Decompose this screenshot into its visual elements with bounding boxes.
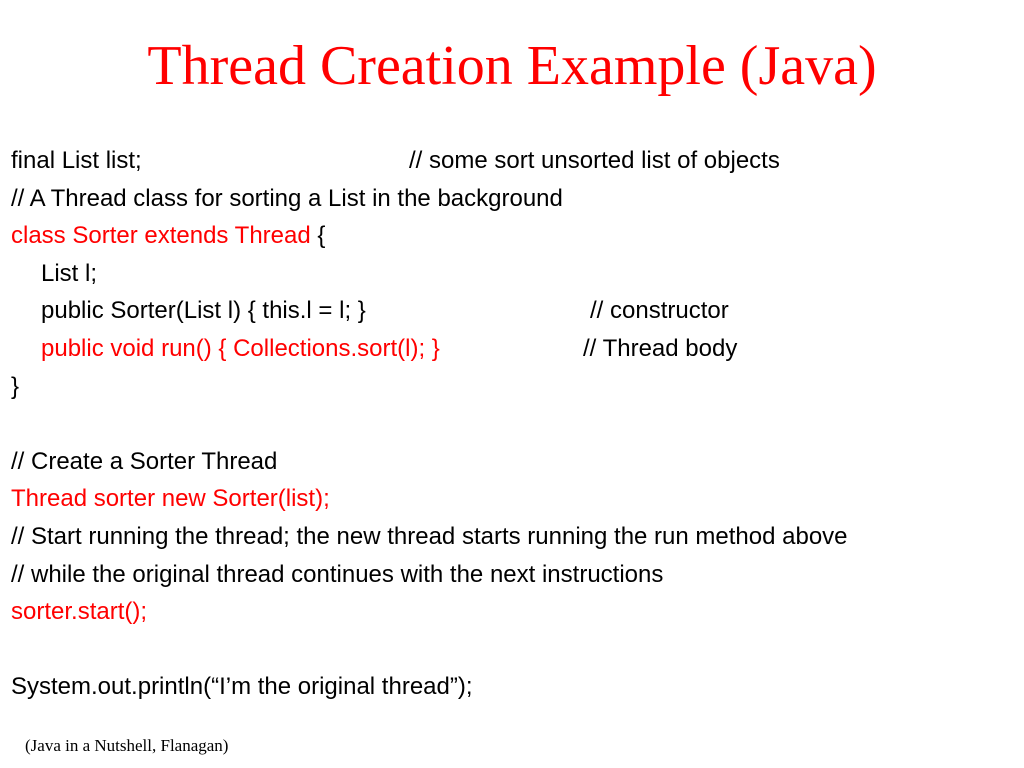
code-comment: // Create a Sorter Thread [11, 447, 278, 475]
code-line-7 [11, 368, 1021, 406]
code-blank-line [11, 405, 1021, 443]
code-block [11, 142, 1021, 706]
code-comment: // some sort unsorted list of objects [409, 147, 780, 174]
code-text: } [11, 372, 20, 400]
code-highlight: sorter.start(); [11, 598, 148, 626]
code-text: public Sorter(List l) { this.l = l; } [41, 297, 366, 325]
code-text: System.out.println(“I’m the original thread”); [11, 673, 473, 701]
code-comment: // constructor [590, 297, 729, 325]
code-line-11 [11, 518, 1021, 556]
code-comment: // A Thread class for sorting a List in the background [11, 184, 563, 212]
code-highlight: Thread sorter new Sorter(list); [11, 485, 330, 513]
slide-title: Thread Creation Example (Java) [147, 35, 877, 97]
code-line-15 [11, 668, 1021, 706]
code-line-5 [11, 292, 1021, 330]
code-line-1 [11, 142, 1021, 180]
code-comment: // Thread body [583, 334, 738, 362]
code-line-13 [11, 593, 1021, 631]
citation: (Java in a Nutshell, Flanagan) [25, 736, 229, 755]
code-line-6 [11, 330, 1021, 368]
code-comment: // Start running the thread; the new thread starts running the run method above [11, 522, 848, 550]
code-text: final List list; [11, 147, 142, 174]
code-highlight: public void run() { Collections.sort(l); } [41, 334, 440, 362]
code-line-12 [11, 556, 1021, 594]
code-comment: // while the original thread continues with the next instructions [11, 560, 664, 588]
code-highlight: class Sorter extends Thread [11, 222, 311, 250]
code-line-4 [11, 255, 1021, 293]
code-blank-line [11, 631, 1021, 669]
code-line-9 [11, 443, 1021, 481]
code-line-10 [11, 480, 1021, 518]
code-line-2 [11, 180, 1021, 218]
code-line-3 [11, 217, 1021, 255]
code-text: { [310, 222, 326, 250]
code-text: List l; [41, 259, 98, 287]
